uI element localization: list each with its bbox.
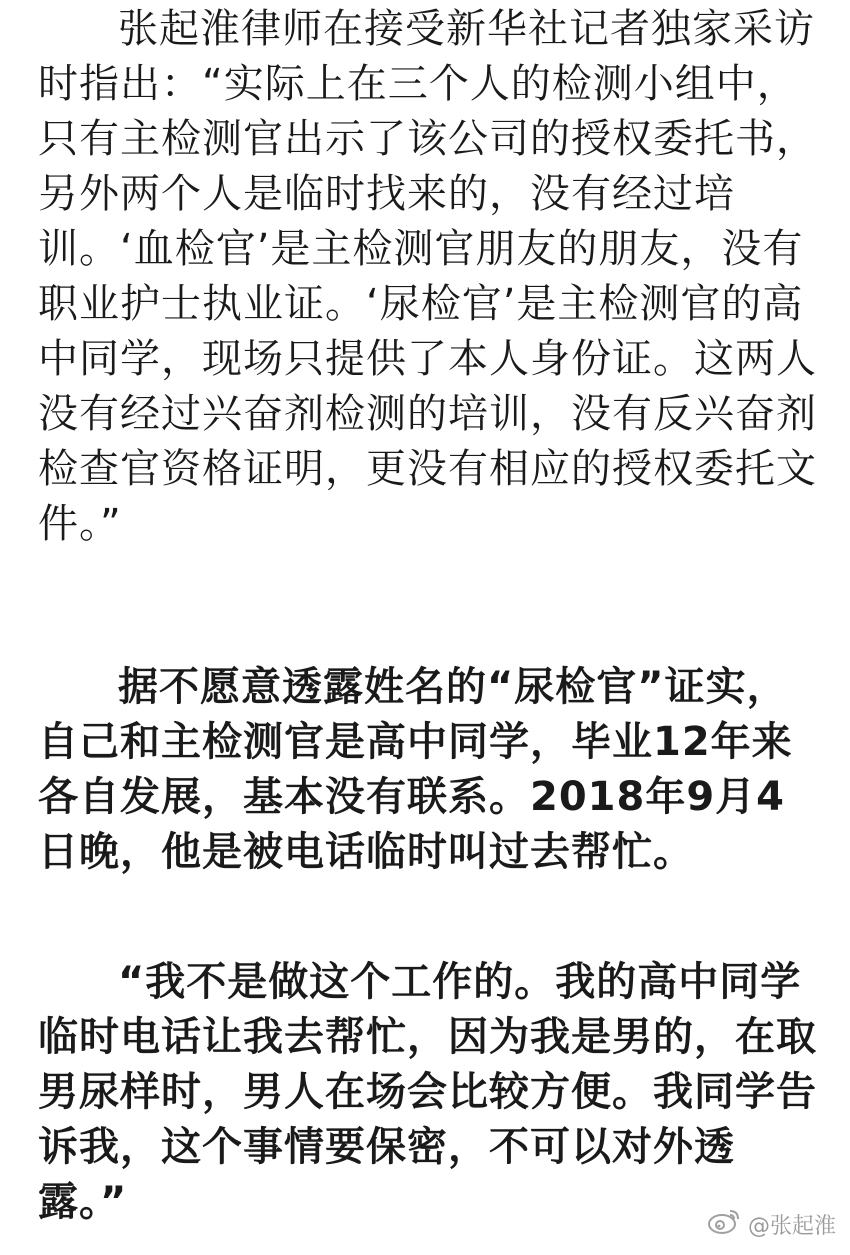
weibo-watermark — [706, 1207, 836, 1241]
watermark-handle: @张起淮 — [747, 1213, 836, 1239]
weibo-logo-icon — [706, 1207, 742, 1241]
paragraph-urine-officer-confirmation: 据不愿意透露姓名的“尿检官”证实，自己和主检测官是高中同学，毕业12年来各自发展，基本没有联系。2018年9月4日晚，他是被电话临时叫过去帮忙。 — [38, 664, 793, 875]
paragraph-urine-officer-quote: “我不是做这个工作的。我的高中同学临时电话让我去帮忙，因为我是男的，在取男尿样时，男人在场会比较方便。我同学告诉我，这个事情要保密，不可以对外透露。” — [38, 959, 817, 1225]
paragraph-lawyer-statement: 张起淮律师在接受新华社记者独家采访时指出：“实际上在三个人的检测小组中，只有主检测官出示了该公司的授权委托书，另外两个人是临时找来的，没有经过培训。‘血检官’是主检测官朋友的朋友，没有职业护士执业证。‘尿检官’是主检测官的高中同学，现场只提供了本人身份证。这两人没有经过兴奋剂检测的培训，没有反兴奋剂检查官资格证明，更没有相应的授权委托文件。” — [38, 6, 817, 547]
